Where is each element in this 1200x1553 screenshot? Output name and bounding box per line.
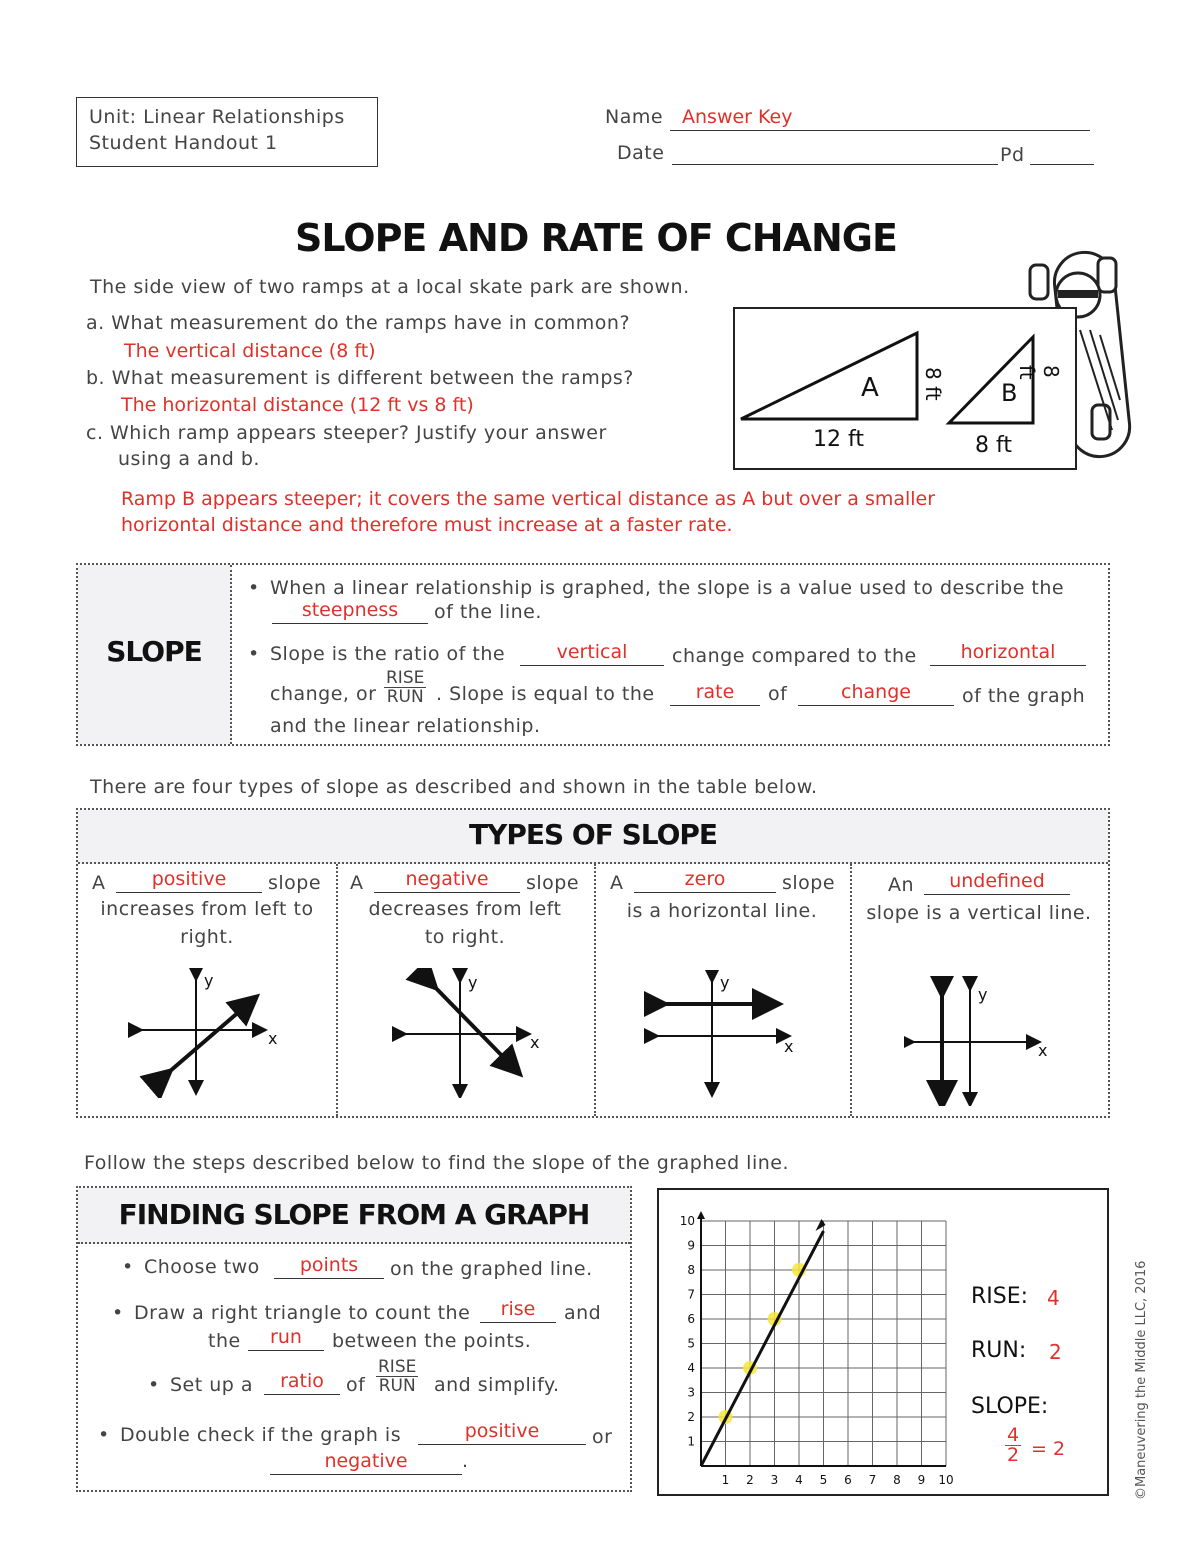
types-heading: TYPES OF SLOPE	[468, 818, 718, 851]
ramps-figure	[733, 307, 1077, 470]
unit-line: Unit: Linear Relationships	[89, 106, 345, 128]
axis-y-label: y	[720, 973, 730, 992]
slope-label: SLOPE	[106, 635, 202, 668]
step-1-end: on the graphed line.	[390, 1258, 593, 1280]
step-4-end: .	[462, 1450, 469, 1472]
x-tick-label: 6	[844, 1473, 852, 1487]
slope-bullet-2-equal: . Slope is equal to the	[436, 683, 655, 705]
blank-negative: negative	[374, 866, 520, 893]
y-tick-label: 6	[687, 1312, 695, 1326]
answer-b: The horizontal distance (12 ft vs 8 ft)	[121, 394, 474, 416]
slope-bullet-2: • Slope is the ratio of the	[270, 643, 505, 665]
slope-bullet-1: • When a linear relationship is graphed, the slope is a value used to describe the	[270, 577, 1064, 599]
cell-positive-line2: increases from left to	[100, 898, 314, 920]
ramp-b-height: 8 ft	[1015, 365, 1063, 380]
x-tick-label: 9	[917, 1473, 926, 1487]
copyright: ©Maneuvering the Middle LLC, 2016	[1134, 1260, 1149, 1500]
types-of-slope-table	[76, 808, 1110, 1118]
blank-positive: positive	[116, 866, 262, 893]
cell-undefined-pre: An	[888, 874, 915, 896]
step-3-of: of	[346, 1374, 366, 1396]
cell-undefined-line2: slope is a vertical line.	[866, 902, 1092, 924]
step-4-or: or	[592, 1426, 613, 1448]
name-field[interactable]	[670, 100, 1090, 131]
cell-zero-line2: is a horizontal line.	[626, 900, 818, 922]
slope-bullet-2-end: and the linear relationship.	[270, 715, 541, 737]
rise-over-run: RISE RUN	[386, 668, 425, 707]
x-tick-label: 8	[893, 1473, 901, 1487]
slope-chart	[659, 1190, 959, 1490]
x-tick-label: 2	[746, 1473, 754, 1487]
question-c-line2: using a and b.	[118, 448, 260, 470]
blank-rate: rate	[670, 677, 760, 706]
ramp-a-base: 12 ft	[813, 427, 864, 452]
ramp-b-base: 8 ft	[975, 433, 1012, 458]
rise-label: RISE:	[971, 1284, 1029, 1309]
step-2-text: • Draw a right triangle to count the	[134, 1302, 470, 1324]
ramps-intro: The side view of two ramps at a local skate park are shown.	[90, 276, 690, 298]
step-2-end: between the points.	[332, 1330, 532, 1352]
answer-a: The vertical distance (8 ft)	[124, 340, 376, 362]
finding-intro: Follow the steps described below to find the slope of the graphed line.	[84, 1152, 790, 1174]
y-tick-label: 3	[687, 1385, 695, 1400]
types-intro: There are four types of slope as described and shown in the table below.	[90, 776, 818, 798]
cell-negative-post: slope	[526, 872, 580, 894]
blank-steepness: steepness	[272, 595, 428, 624]
answer-c-line2: horizontal distance and therefore must increase at a faster rate.	[121, 514, 733, 536]
cell-positive-line3: right.	[180, 926, 234, 948]
blank-rise: rise	[480, 1296, 556, 1323]
answer-c-line1: Ramp B appears steeper; it covers the same vertical distance as A but over a smaller	[121, 488, 936, 510]
x-tick-label: 3	[770, 1473, 779, 1487]
slope-fraction: $\frac{4}{2}$	[1007, 1424, 1020, 1466]
step-2-the: the	[208, 1330, 241, 1352]
ramp-a-label: A	[861, 373, 879, 403]
axis-y-label: y	[978, 985, 988, 1004]
axis-x-label: x	[268, 1029, 278, 1048]
finding-heading-cell	[78, 1188, 630, 1244]
x-tick-label: 10	[938, 1473, 954, 1487]
types-heading-cell	[78, 810, 1108, 864]
step-3-end: and simplify.	[434, 1374, 560, 1396]
graph-box	[657, 1188, 1109, 1496]
blank-change: change	[798, 677, 954, 706]
y-tick-label: 9	[687, 1238, 695, 1253]
negative-slope-graph	[392, 968, 552, 1098]
blank-zero: zero	[634, 866, 776, 893]
unit-box	[76, 97, 378, 167]
y-axis-arrow	[697, 1211, 705, 1219]
slope-label-graph: SLOPE:	[971, 1394, 1049, 1419]
slope-bullet-2-mid: change compared to the	[672, 645, 917, 667]
cell-negative-pre: A	[350, 872, 364, 894]
ramp-a-height: 8 ft	[921, 367, 945, 401]
cell-zero-pre: A	[610, 872, 624, 894]
date-label: Date	[617, 142, 665, 164]
axis-y-label: y	[204, 971, 214, 990]
name-value: Answer Key	[682, 106, 793, 128]
step-4-text: • Double check if the graph is	[120, 1424, 401, 1446]
cell-positive-post: slope	[268, 872, 322, 894]
finding-heading: FINDING SLOPE FROM A GRAPH	[118, 1198, 590, 1231]
y-tick-label: 1	[687, 1434, 695, 1449]
handout-line: Student Handout 1	[89, 132, 278, 154]
blank-horizontal: horizontal	[930, 637, 1086, 666]
question-a: a. What measurement do the ramps have in common?	[86, 312, 631, 334]
slope-bullet-1-end: of the line.	[434, 601, 542, 623]
finding-slope-box	[76, 1186, 632, 1492]
ramp-a-triangle	[735, 309, 1075, 469]
cell-positive-pre: A	[92, 872, 106, 894]
y-tick-label: 8	[687, 1263, 695, 1277]
axis-x-label: x	[530, 1033, 540, 1052]
blank-points: points	[274, 1250, 384, 1279]
pd-field[interactable]	[1030, 138, 1094, 165]
blank-ratio: ratio	[264, 1368, 340, 1395]
cell-negative-line3: to right.	[424, 926, 506, 948]
step-3-text: • Set up a	[170, 1374, 253, 1396]
slope-definition-box	[76, 563, 1110, 746]
x-tick-label: 5	[819, 1473, 828, 1487]
undefined-slope-graph	[904, 976, 1064, 1106]
slope-label-cell	[78, 565, 232, 744]
y-tick-label: 4	[687, 1361, 695, 1375]
x-tick-label: 7	[868, 1473, 877, 1487]
x-tick-label: 1	[721, 1473, 730, 1487]
blank-vertical: vertical	[520, 637, 664, 666]
name-label: Name	[605, 106, 664, 128]
blank-positive-check: positive	[418, 1418, 586, 1445]
pd-label: Pd	[1000, 144, 1025, 166]
blank-run: run	[248, 1324, 324, 1351]
step-3-rise-over-run: RISE RUN	[378, 1357, 417, 1396]
cell-negative-line2: decreases from left	[368, 898, 562, 920]
y-tick-label: 10	[679, 1214, 695, 1228]
axis-y-label: y	[468, 973, 478, 992]
ramp-b-label: B	[1001, 379, 1018, 407]
x-tick-label: 4	[795, 1473, 803, 1487]
slope-bullet-2-of: of	[768, 683, 788, 705]
step-1-text: • Choose two	[144, 1256, 260, 1278]
y-tick-label: 5	[687, 1336, 695, 1351]
y-tick-label: 7	[687, 1287, 695, 1302]
positive-slope-graph	[128, 968, 288, 1098]
blank-undefined: undefined	[924, 868, 1070, 895]
date-field[interactable]	[672, 138, 998, 165]
step-2-and: and	[564, 1302, 602, 1324]
axis-x-label: x	[1038, 1041, 1048, 1060]
y-tick-label: 2	[687, 1410, 695, 1424]
series-line	[701, 1231, 824, 1466]
rise-value: 4	[1047, 1286, 1060, 1310]
zero-slope-graph	[644, 970, 804, 1100]
run-value: 2	[1049, 1340, 1062, 1364]
page-title: SLOPE AND RATE OF CHANGE	[295, 216, 897, 260]
question-b: b. What measurement is different between the ramps?	[86, 367, 634, 389]
slope-bullet-2-change: change, or	[270, 683, 377, 705]
run-label: RUN:	[971, 1338, 1027, 1363]
slope-result: = 2	[1031, 1438, 1066, 1460]
slope-bullet-2-graph: of the graph	[962, 685, 1086, 707]
cell-zero-post: slope	[782, 872, 836, 894]
question-c-line1: c. Which ramp appears steeper? Justify your answer	[86, 422, 607, 444]
axis-x-label: x	[784, 1037, 794, 1056]
blank-negative-check: negative	[270, 1448, 462, 1475]
